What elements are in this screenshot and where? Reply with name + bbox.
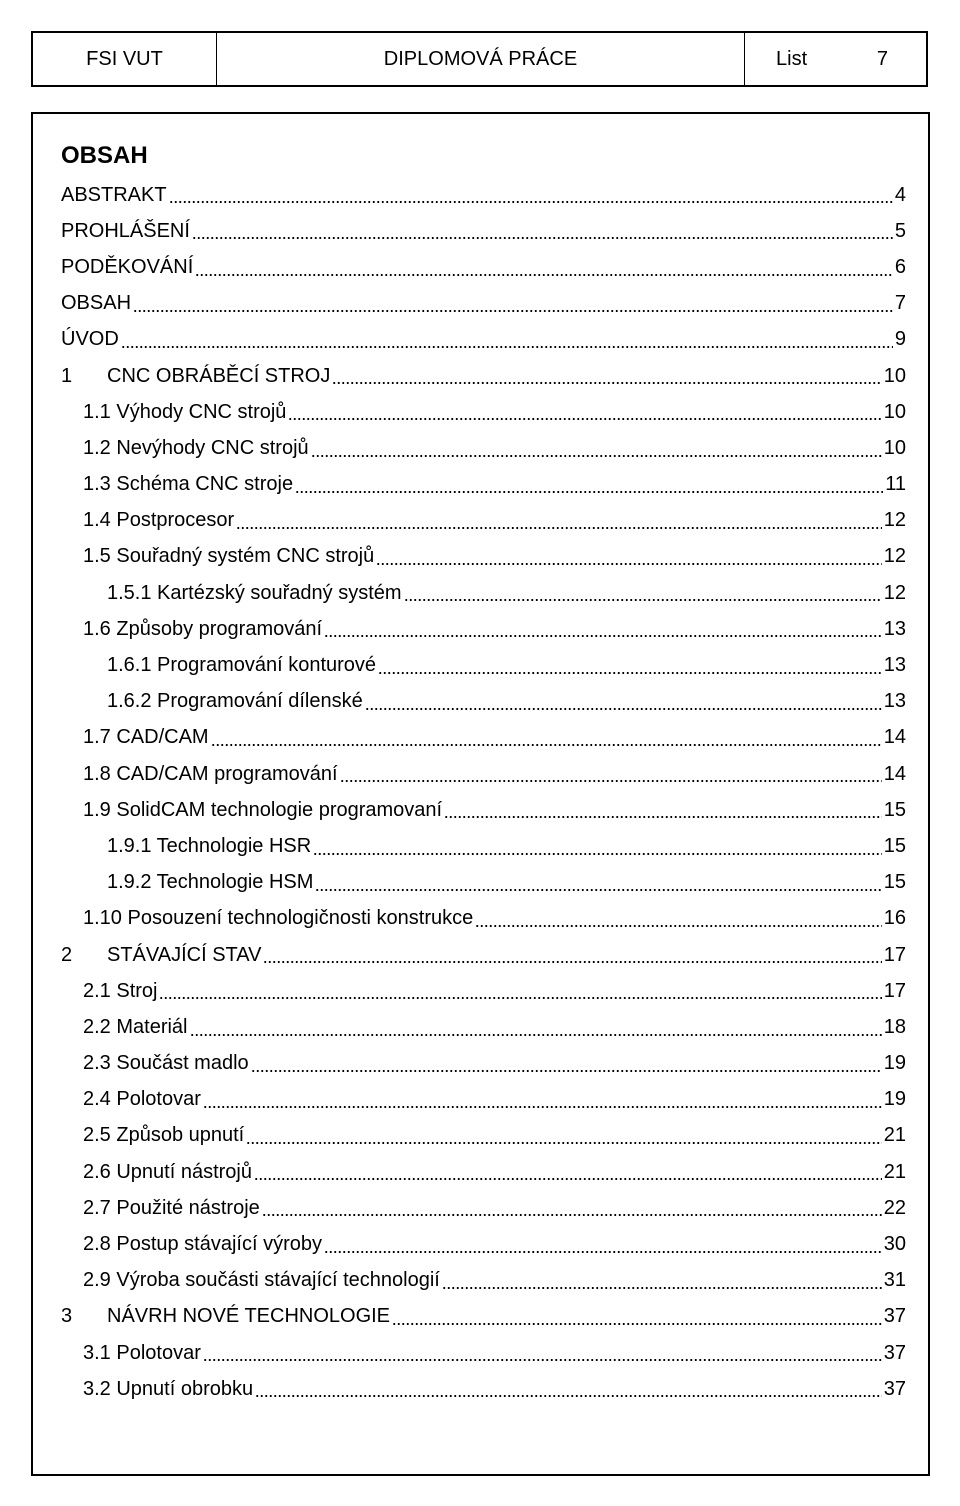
toc-entry-label: PODĚKOVÁNÍ <box>61 255 194 278</box>
toc-dot-leader <box>392 1322 882 1326</box>
toc-dot-leader <box>262 1213 882 1217</box>
toc-entry-page: 9 <box>894 328 906 351</box>
toc-dot-leader <box>313 852 882 856</box>
toc-dot-leader <box>324 1250 882 1254</box>
toc-entry-page: 37 <box>883 1305 906 1328</box>
toc-entry-label: 1.7 CAD/CAM <box>83 726 209 749</box>
toc-entry-page: 19 <box>883 1052 906 1075</box>
toc-dot-leader <box>378 671 882 675</box>
toc-entry-label: STÁVAJÍCÍ STAV <box>107 943 262 966</box>
toc-entry-label: 1.2 Nevýhody CNC strojů <box>83 436 309 459</box>
toc-entry-page: 6 <box>894 255 906 278</box>
toc-dot-leader <box>203 1358 882 1362</box>
toc-entry-page: 15 <box>883 834 906 857</box>
toc-entry[interactable] <box>61 1009 906 1045</box>
toc-entry-label: ÚVOD <box>61 328 119 351</box>
toc-dot-leader <box>121 345 893 349</box>
toc-dot-leader <box>311 454 882 458</box>
toc-entry-label: 2.5 Způsob upnutí <box>83 1124 245 1147</box>
toc-entry[interactable] <box>61 322 906 358</box>
toc-entry-label: 3.1 Polotovar <box>83 1341 201 1364</box>
toc-entry[interactable] <box>61 756 906 792</box>
toc-dot-leader <box>203 1105 882 1109</box>
toc-dot-leader <box>236 526 882 530</box>
toc-entry-page: 4 <box>894 183 906 206</box>
toc-dot-leader <box>195 273 893 277</box>
toc-entry[interactable] <box>61 1190 906 1226</box>
toc-entry[interactable] <box>61 1046 906 1082</box>
toc-entry-page: 18 <box>883 1015 906 1038</box>
toc-entry[interactable] <box>61 177 906 213</box>
toc-entry[interactable] <box>61 1335 906 1371</box>
toc-entry-page: 13 <box>883 654 906 677</box>
toc-entry-label: 1.4 Postprocesor <box>83 509 235 532</box>
content-frame <box>31 112 930 1476</box>
toc-entry-label: 3.2 Upnutí obrobku <box>83 1377 254 1400</box>
toc-dot-leader <box>190 1033 882 1037</box>
header-sheet-cell <box>745 33 926 85</box>
toc-dot-leader <box>295 490 883 494</box>
toc-entry[interactable] <box>61 1154 906 1190</box>
toc-entry-page: 31 <box>883 1269 906 1292</box>
toc-dot-leader <box>263 960 881 964</box>
toc-entry[interactable] <box>61 828 906 864</box>
toc-dot-leader <box>288 417 881 421</box>
toc-entry[interactable] <box>61 1371 906 1407</box>
toc-entry-label: 1.8 CAD/CAM programování <box>83 762 338 785</box>
toc-entry[interactable] <box>61 937 906 973</box>
toc-entry-label: 1.9 SolidCAM technologie programovaní <box>83 798 443 821</box>
toc-entry-number: 2 <box>61 943 73 966</box>
toc-title: OBSAH <box>61 142 148 169</box>
toc-entry-page: 17 <box>883 979 906 1002</box>
toc-entry-page: 37 <box>883 1341 906 1364</box>
toc-entry-page: 16 <box>883 907 906 930</box>
toc-entry[interactable] <box>61 394 906 430</box>
toc-entry[interactable] <box>61 792 906 828</box>
toc-entry-label: 1.9.2 Technologie HSM <box>107 871 314 894</box>
toc-entry-page: 15 <box>883 871 906 894</box>
toc-entry[interactable] <box>61 575 906 611</box>
toc-dot-leader <box>255 1394 882 1398</box>
toc-entry-label: 2.6 Upnutí nástrojů <box>83 1160 252 1183</box>
toc-list <box>61 177 906 1407</box>
toc-entry-label: 1.5 Souřadný systém CNC strojů <box>83 545 375 568</box>
toc-dot-leader <box>251 1069 882 1073</box>
toc-dot-leader <box>159 996 881 1000</box>
toc-entry-label: 1.1 Výhody CNC strojů <box>83 400 287 423</box>
toc-entry-label: CNC OBRÁBĚCÍ STROJ <box>107 364 331 387</box>
toc-entry[interactable] <box>61 720 906 756</box>
toc-entry-page: 11 <box>885 473 906 496</box>
toc-dot-leader <box>442 1286 882 1290</box>
toc-entry-label: 2.1 Stroj <box>83 979 158 1002</box>
header-school: FSI VUT <box>86 47 163 70</box>
toc-entry-page: 14 <box>883 762 906 785</box>
header-sheet-label: List <box>776 47 808 70</box>
toc-dot-leader <box>332 381 881 385</box>
toc-entry[interactable] <box>61 358 906 394</box>
toc-entry[interactable] <box>61 611 906 647</box>
toc-entry-page: 10 <box>883 400 906 423</box>
toc-entry-page: 7 <box>894 292 906 315</box>
toc-entry-label: 1.6.1 Programování konturové <box>107 654 377 677</box>
toc-entry-label: 2.9 Výroba součásti stávající technologií <box>83 1269 440 1292</box>
toc-entry[interactable] <box>61 1118 906 1154</box>
toc-entry-label: 2.3 Součást madlo <box>83 1052 249 1075</box>
toc-entry[interactable] <box>61 213 906 249</box>
toc-entry[interactable] <box>61 973 906 1009</box>
toc-entry-label: ABSTRAKT <box>61 183 167 206</box>
toc-entry[interactable] <box>61 1299 906 1335</box>
toc-entry-page: 21 <box>883 1160 906 1183</box>
toc-dot-leader <box>444 815 882 819</box>
toc-entry-label: 1.6 Způsoby programování <box>83 617 323 640</box>
toc-entry[interactable] <box>61 865 906 901</box>
toc-entry[interactable] <box>61 684 906 720</box>
toc-entry-page: 14 <box>883 726 906 749</box>
toc-entry-number: 1 <box>61 364 73 387</box>
toc-entry-page: 15 <box>883 798 906 821</box>
toc-entry-page: 17 <box>883 943 906 966</box>
toc-dot-leader <box>340 779 882 783</box>
toc-entry[interactable] <box>61 249 906 285</box>
toc-entry-label: 2.7 Použité nástroje <box>83 1196 260 1219</box>
toc-entry[interactable] <box>61 901 906 937</box>
toc-entry-label: 2.4 Polotovar <box>83 1088 201 1111</box>
toc-entry[interactable] <box>61 1263 906 1299</box>
toc-dot-leader <box>254 1177 882 1181</box>
toc-dot-leader <box>404 598 882 602</box>
toc-dot-leader <box>211 743 882 747</box>
toc-dot-leader <box>133 309 893 313</box>
toc-dot-leader <box>475 924 882 928</box>
header-doc-type: DIPLOMOVÁ PRÁCE <box>383 47 578 70</box>
toc-entry-page: 21 <box>883 1124 906 1147</box>
toc-entry[interactable] <box>61 1082 906 1118</box>
toc-entry[interactable] <box>61 430 906 466</box>
toc-entry-page: 13 <box>883 690 906 713</box>
toc-entry[interactable] <box>61 647 906 683</box>
toc-entry-label: 1.5.1 Kartézský souřadný systém <box>107 581 402 604</box>
header-sheet-number: 7 <box>876 47 888 70</box>
toc-entry-label: 1.9.1 Technologie HSR <box>107 834 312 857</box>
page-header <box>31 31 928 87</box>
header-school-cell <box>33 33 217 85</box>
toc-entry[interactable] <box>61 503 906 539</box>
toc-entry-label: 1.6.2 Programování dílenské <box>107 690 363 713</box>
toc-dot-leader <box>324 634 882 638</box>
toc-entry[interactable] <box>61 467 906 503</box>
toc-dot-leader <box>365 707 882 711</box>
toc-dot-leader <box>169 200 893 204</box>
toc-entry-label: 2.8 Postup stávající výroby <box>83 1233 323 1256</box>
toc-entry-page: 12 <box>883 545 906 568</box>
toc-entry-page: 12 <box>883 509 906 532</box>
toc-entry-label: 2.2 Materiál <box>83 1015 188 1038</box>
header-doc-type-cell <box>217 33 745 85</box>
toc-entry-page: 10 <box>883 364 906 387</box>
toc-entry-page: 19 <box>883 1088 906 1111</box>
toc-entry[interactable] <box>61 1226 906 1262</box>
toc-dot-leader <box>315 888 881 892</box>
toc-entry-page: 12 <box>883 581 906 604</box>
toc-dot-leader <box>246 1141 882 1145</box>
toc-entry-page: 22 <box>883 1196 906 1219</box>
toc-entry-label: 1.10 Posouzení technologičnosti konstrukce <box>83 907 474 930</box>
toc-entry[interactable] <box>61 286 906 322</box>
toc-entry-label: NÁVRH NOVÉ TECHNOLOGIE <box>107 1305 391 1328</box>
toc-dot-leader <box>192 236 893 240</box>
toc-entry-page: 30 <box>883 1233 906 1256</box>
toc-entry-page: 10 <box>883 436 906 459</box>
toc-entry-page: 13 <box>883 617 906 640</box>
toc-entry[interactable] <box>61 539 906 575</box>
toc-entry-label: PROHLÁŠENÍ <box>61 219 190 242</box>
toc-entry-label: 1.3 Schéma CNC stroje <box>83 473 294 496</box>
toc-entry-label: OBSAH <box>61 292 132 315</box>
toc-entry-page: 37 <box>883 1377 906 1400</box>
toc-dot-leader <box>376 562 882 566</box>
toc-entry-page: 5 <box>894 219 906 242</box>
toc-entry-number: 3 <box>61 1305 73 1328</box>
